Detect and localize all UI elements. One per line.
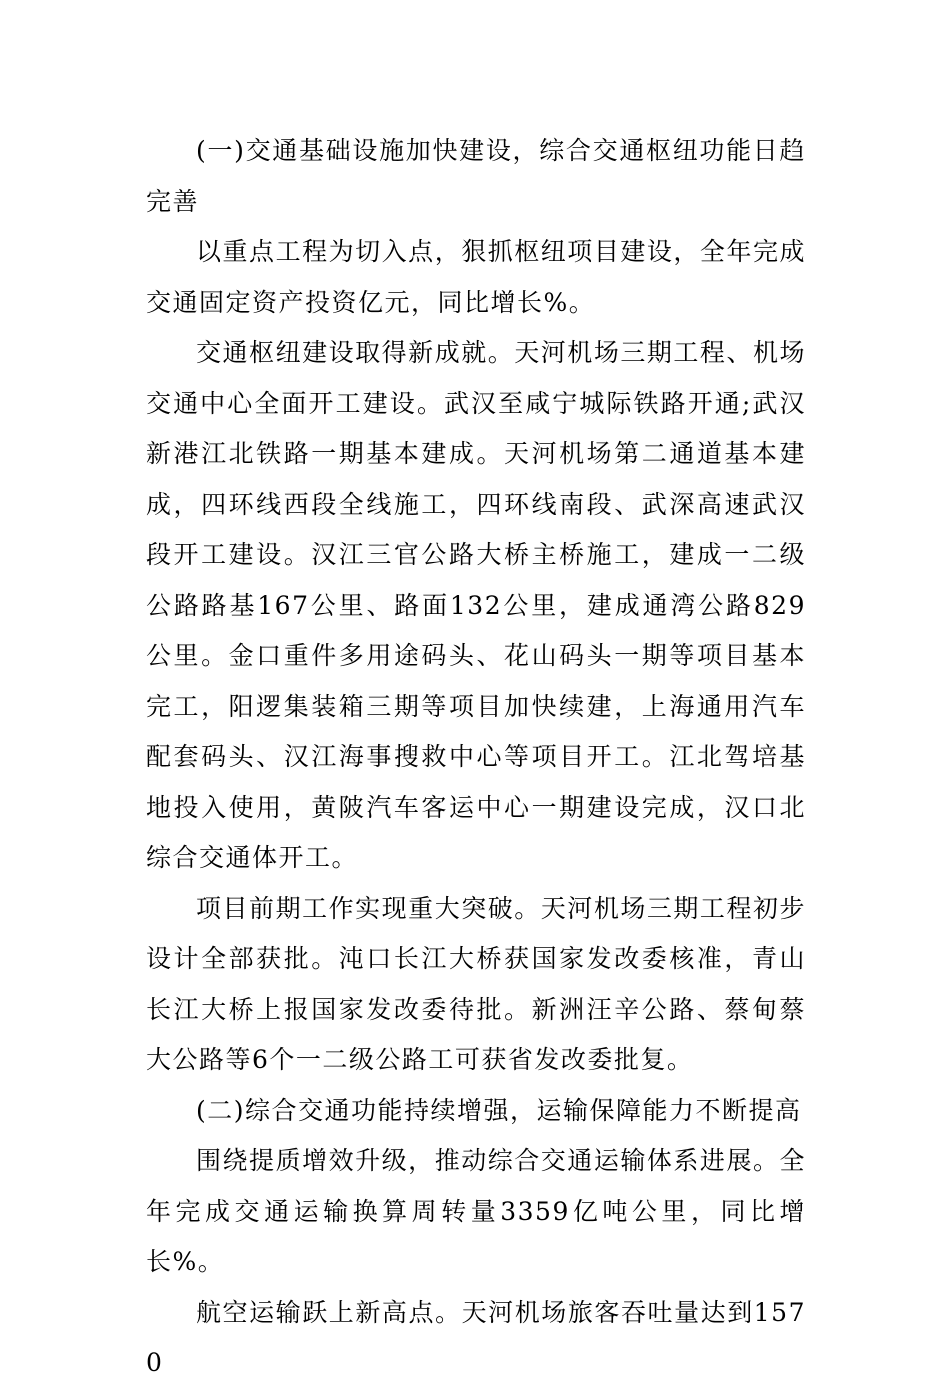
document-body	[146, 126, 806, 1389]
paragraph-transport-volume: 围绕提质增效升级，推动综合交通运输体系进展。全年完成交通运输换算周转量3359亿吨公里，同比增长%。	[146, 1146, 806, 1276]
paragraph-hub-construction: 交通枢纽建设取得新成就。天河机场三期工程、机场交通中心全面开工建设。武汉至咸宁城际铁路开通;武汉新港江北铁路一期基本建成。天河机场第二通道基本建成，四环线西段全线施工，四环线南段、武深高速武汉段开工建设。汉江三官公路大桥主桥施工，建成一二级公路路基167公里、路面132公里，建成通湾公路829公里。金口重件多用途码头、花山码头一期等项目基本完工，阳逻集装箱三期等项目加快续建，上海通用汽车配套码头、汉江海事搜救中心等项目开工。江北驾培基地投入使用，黄陂汽车客运中心一期建设完成，汉口北综合交通体开工。	[146, 338, 806, 872]
paragraph-aviation: 航空运输跃上新高点。天河机场旅客吞吐量达到1570	[146, 1297, 806, 1377]
paragraph-project-approval: 项目前期工作实现重大突破。天河机场三期工程初步设计全部获批。沌口长江大桥获国家发改委核准，青山长江大桥上报国家发改委待批。新洲汪辛公路、蔡甸蔡大公路等6个一二级公路工可获省发改委批复。	[146, 893, 806, 1074]
section-heading-2: (二)综合交通功能持续增强，运输保障能力不断提高	[196, 1095, 802, 1125]
section-heading-1: (一)交通基础设施加快建设，综合交通枢纽功能日趋完善	[146, 136, 806, 216]
paragraph-investment: 以重点工程为切入点，狠抓枢纽项目建设，全年完成交通固定资产投资亿元，同比增长%。	[146, 237, 806, 317]
